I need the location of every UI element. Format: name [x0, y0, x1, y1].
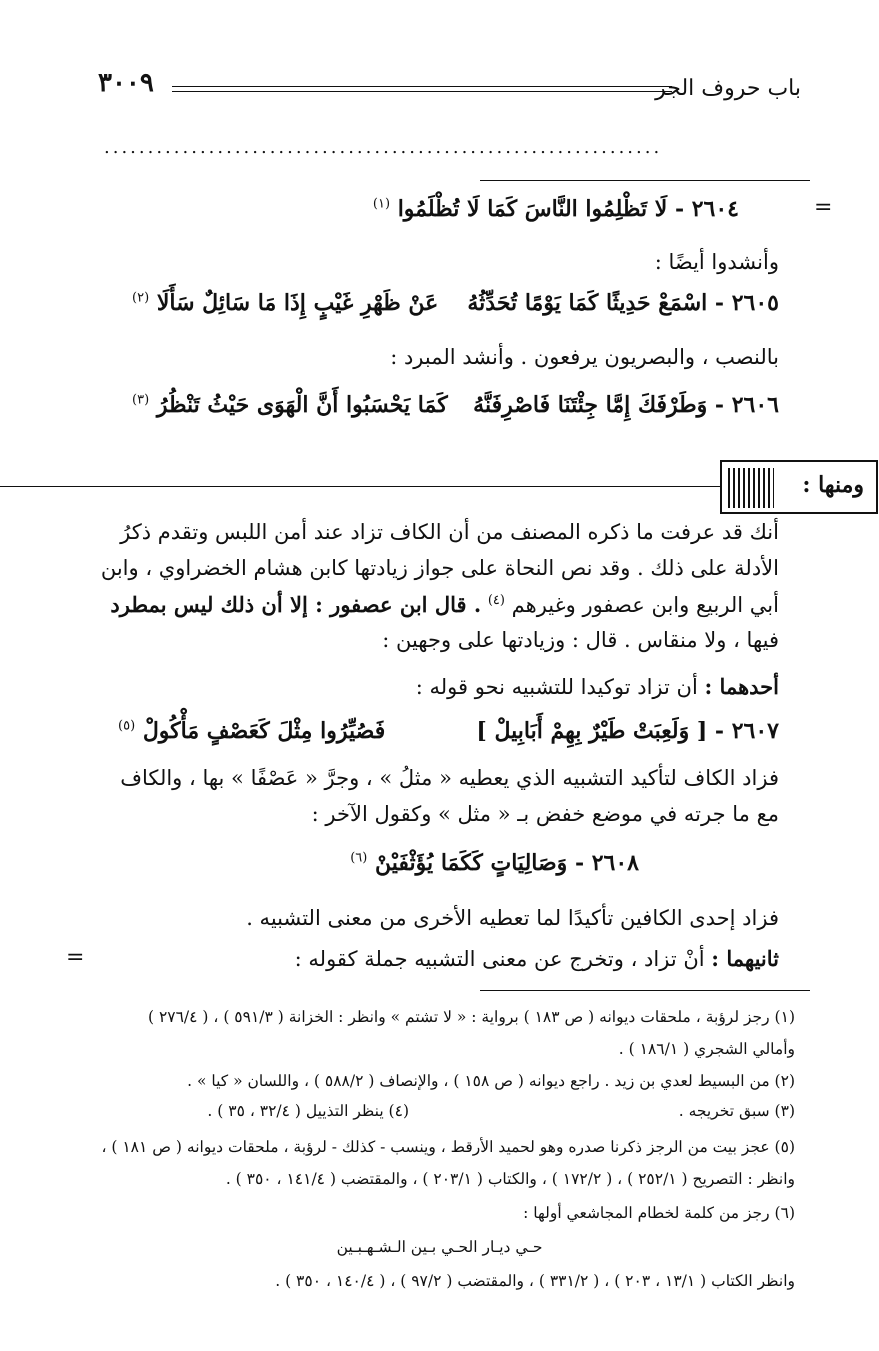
verse-2606-hemistich-2 — [132, 392, 448, 418]
section-rule — [0, 486, 720, 487]
footnote-6-line-2: وانظر الكتاب ( ١٣/١ ، ٢٠٣ ) ، ( ٣٣١/٢ ) ، والمقتضب ( ٩٧/٢ ) ، ( ١٤٠/٤ ، ٣٥٠ ) . — [275, 1272, 795, 1290]
body-line-7: فزاد إحدى الكافين تأكيدًا لما تعطيه الأخرى من معنى التشبيه . — [246, 906, 779, 930]
chapter-title: باب حروف الجر — [655, 76, 801, 101]
verse-2607-hemistich-2-text: فَصُيِّرُوا مِثْلَ كَعَصْفٍ مَأْكُولْ — [142, 718, 386, 744]
body-line-5: فزاد الكاف لتأكيد التشبيه الذي يعطيه « مثلُ » ، وجرَّ « عَصْفًا » بها ، والكاف — [120, 766, 779, 790]
footnote-rule — [480, 990, 810, 991]
body-line-6: مع ما جرته في موضع خفض بـ « مثل » وكقول الآخر : — [311, 802, 779, 826]
footnote-2: (٢) من البسيط لعدي بن زيد . راجع ديوانه ( ص ١٥٨ ) ، والإنصاف ( ٥٨٨/٢ ) ، واللسان « كيا » . — [187, 1072, 795, 1090]
header-rule-top — [172, 86, 672, 87]
note-2605: بالنصب ، والبصريون يرفعون . وأنشد المبرد : — [390, 345, 779, 369]
verse-2608-text: ٢٦٠٨ - وَصَالِيَاتٍ كَكَمَا يُؤَثْفَيْنْ — [375, 850, 639, 876]
footnote-1-line-1: (١) رجز لرؤبة ، ملحقات ديوانه ( ص ١٨٣ ) برواية : « لا تشتم » وانظر : الخزانة ( ٥٩١/٣ ) ، ( ٢٧٦/٤ ) — [147, 1008, 795, 1026]
verse-2606-hemistich-1: ٢٦٠٦ - وَطَرْفَكَ إِمَّا جِئْتَنَا فَاصْرِفَنَّهُ — [473, 392, 779, 418]
thanihima-line — [295, 946, 779, 971]
footnote-5-line-2: وانظر : التصريح ( ٢٥٢/١ ) ، ( ١٧٢/٢ ) ، والكتاب ( ٢٠٣/١ ) ، والمقتضب ( ١٤١/٤ ، ٣٥٠ ) . — [225, 1170, 795, 1188]
thanihima-keyword: ثانيهما : — [711, 946, 779, 971]
verse-2606-hemistich-2-text: كَمَا يَحْسَبُوا أَنَّ الْهَوَى حَيْثُ تَنْظُرُ — [156, 392, 448, 418]
footnote-4: (٤) ينظر التذييل ( ٣٢/٤ ، ٣٥ ) . — [207, 1102, 409, 1120]
body-line-4: فيها ، ولا منقاس . قال : وزيادتها على وجهين : — [382, 628, 779, 652]
body-line-3-a: أبي الربيع وابن عصفور وغيرهم — [511, 593, 779, 617]
body-line-3-b: . قال ابن عصفور : إلا أن ذلك ليس بمطرد — [110, 592, 482, 617]
verse-2604-text: ٢٦٠٤ - لَا تَظْلِمُوا النَّاسَ كَمَا لَا تُظْلَمُوا — [397, 196, 739, 222]
page-number: ٣٠٠٩ — [98, 68, 154, 98]
section-box — [720, 460, 878, 514]
anshadu-line: وأنشدوا أيضًا : — [654, 250, 779, 274]
verse-2604 — [373, 196, 739, 222]
verse-2605-hemistich-2 — [132, 290, 438, 316]
margin-mark-lower: = — [66, 945, 85, 970]
footnote-3: (٣) سبق تخريجه . — [678, 1102, 795, 1120]
margin-mark-upper: = — [814, 195, 833, 220]
ahaduhuma-keyword: أحدهما : — [704, 674, 779, 699]
footnote-ref-2: (٢) — [132, 290, 150, 306]
footnote-ref-3: (٣) — [132, 392, 150, 408]
footnote-ref-6: (٦) — [350, 850, 368, 866]
verse-2608 — [350, 850, 639, 876]
dotted-separator: ................................................................ — [104, 140, 663, 156]
ahaduhuma-text: أن تزاد توكيدا للتشبيه نحو قوله : — [415, 675, 698, 699]
footnote-ref-1: (١) — [372, 196, 391, 212]
ahaduhuma-line — [416, 674, 779, 699]
verse-2605-hemistich-1: ٢٦٠٥ - اسْمَعْ حَدِيثًا كَمَا يَوْمًا تُحَدِّثُهُ — [467, 290, 779, 316]
footnote-ref-4: (٤) — [487, 593, 505, 608]
footnote-6-verse: حـي ديـار الحـي بـين الـشـهـبـين — [336, 1238, 543, 1256]
footnote-6-line-1: (٦) رجز من كلمة لخطام المجاشعي أولها : — [523, 1204, 795, 1222]
verse-block-rule — [480, 180, 810, 181]
footnote-5-line-1: (٥) عجز بيت من الرجز ذكرنا صدره وهو لحميد الأرقط ، وينسب - كذلك - لرؤبة ، ملحقات ديوانه ( ص ١٨١ ) ، — [101, 1138, 795, 1156]
verse-2607-hemistich-1: ٢٦٠٧ - [ وَلَعِبَتْ طَيْرٌ بِهِمْ أَبَابِيلْ ] — [476, 718, 779, 744]
verse-2607-hemistich-2 — [118, 718, 385, 744]
body-line-2: الأدلة على ذلك . وقد نص النحاة على جواز زيادتها كابن هشام الخضراوي ، وابن — [100, 556, 779, 580]
section-label: ومنها : — [802, 472, 864, 498]
thanihima-text: أنْ تزاد ، وتخرج عن معنى التشبيه جملة كقوله : — [294, 947, 705, 971]
header-rule-bottom — [172, 91, 672, 92]
body-line-3 — [110, 592, 779, 617]
footnote-ref-5: (٥) — [118, 718, 136, 734]
body-line-1: أنك قد عرفت ما ذكره المصنف من أن الكاف تزاد عند أمن اللبس وتقدم ذكرُ — [120, 520, 779, 544]
hatch-ornament-icon — [728, 468, 774, 508]
verse-2605-hemistich-2-text: عَنْ ظَهْرِ غَيْبٍ إِذَا مَا سَائِلٌ سَأَلَا — [156, 290, 439, 316]
footnote-1-line-2: وأمالي الشجري ( ١٨٦/١ ) . — [618, 1040, 795, 1058]
